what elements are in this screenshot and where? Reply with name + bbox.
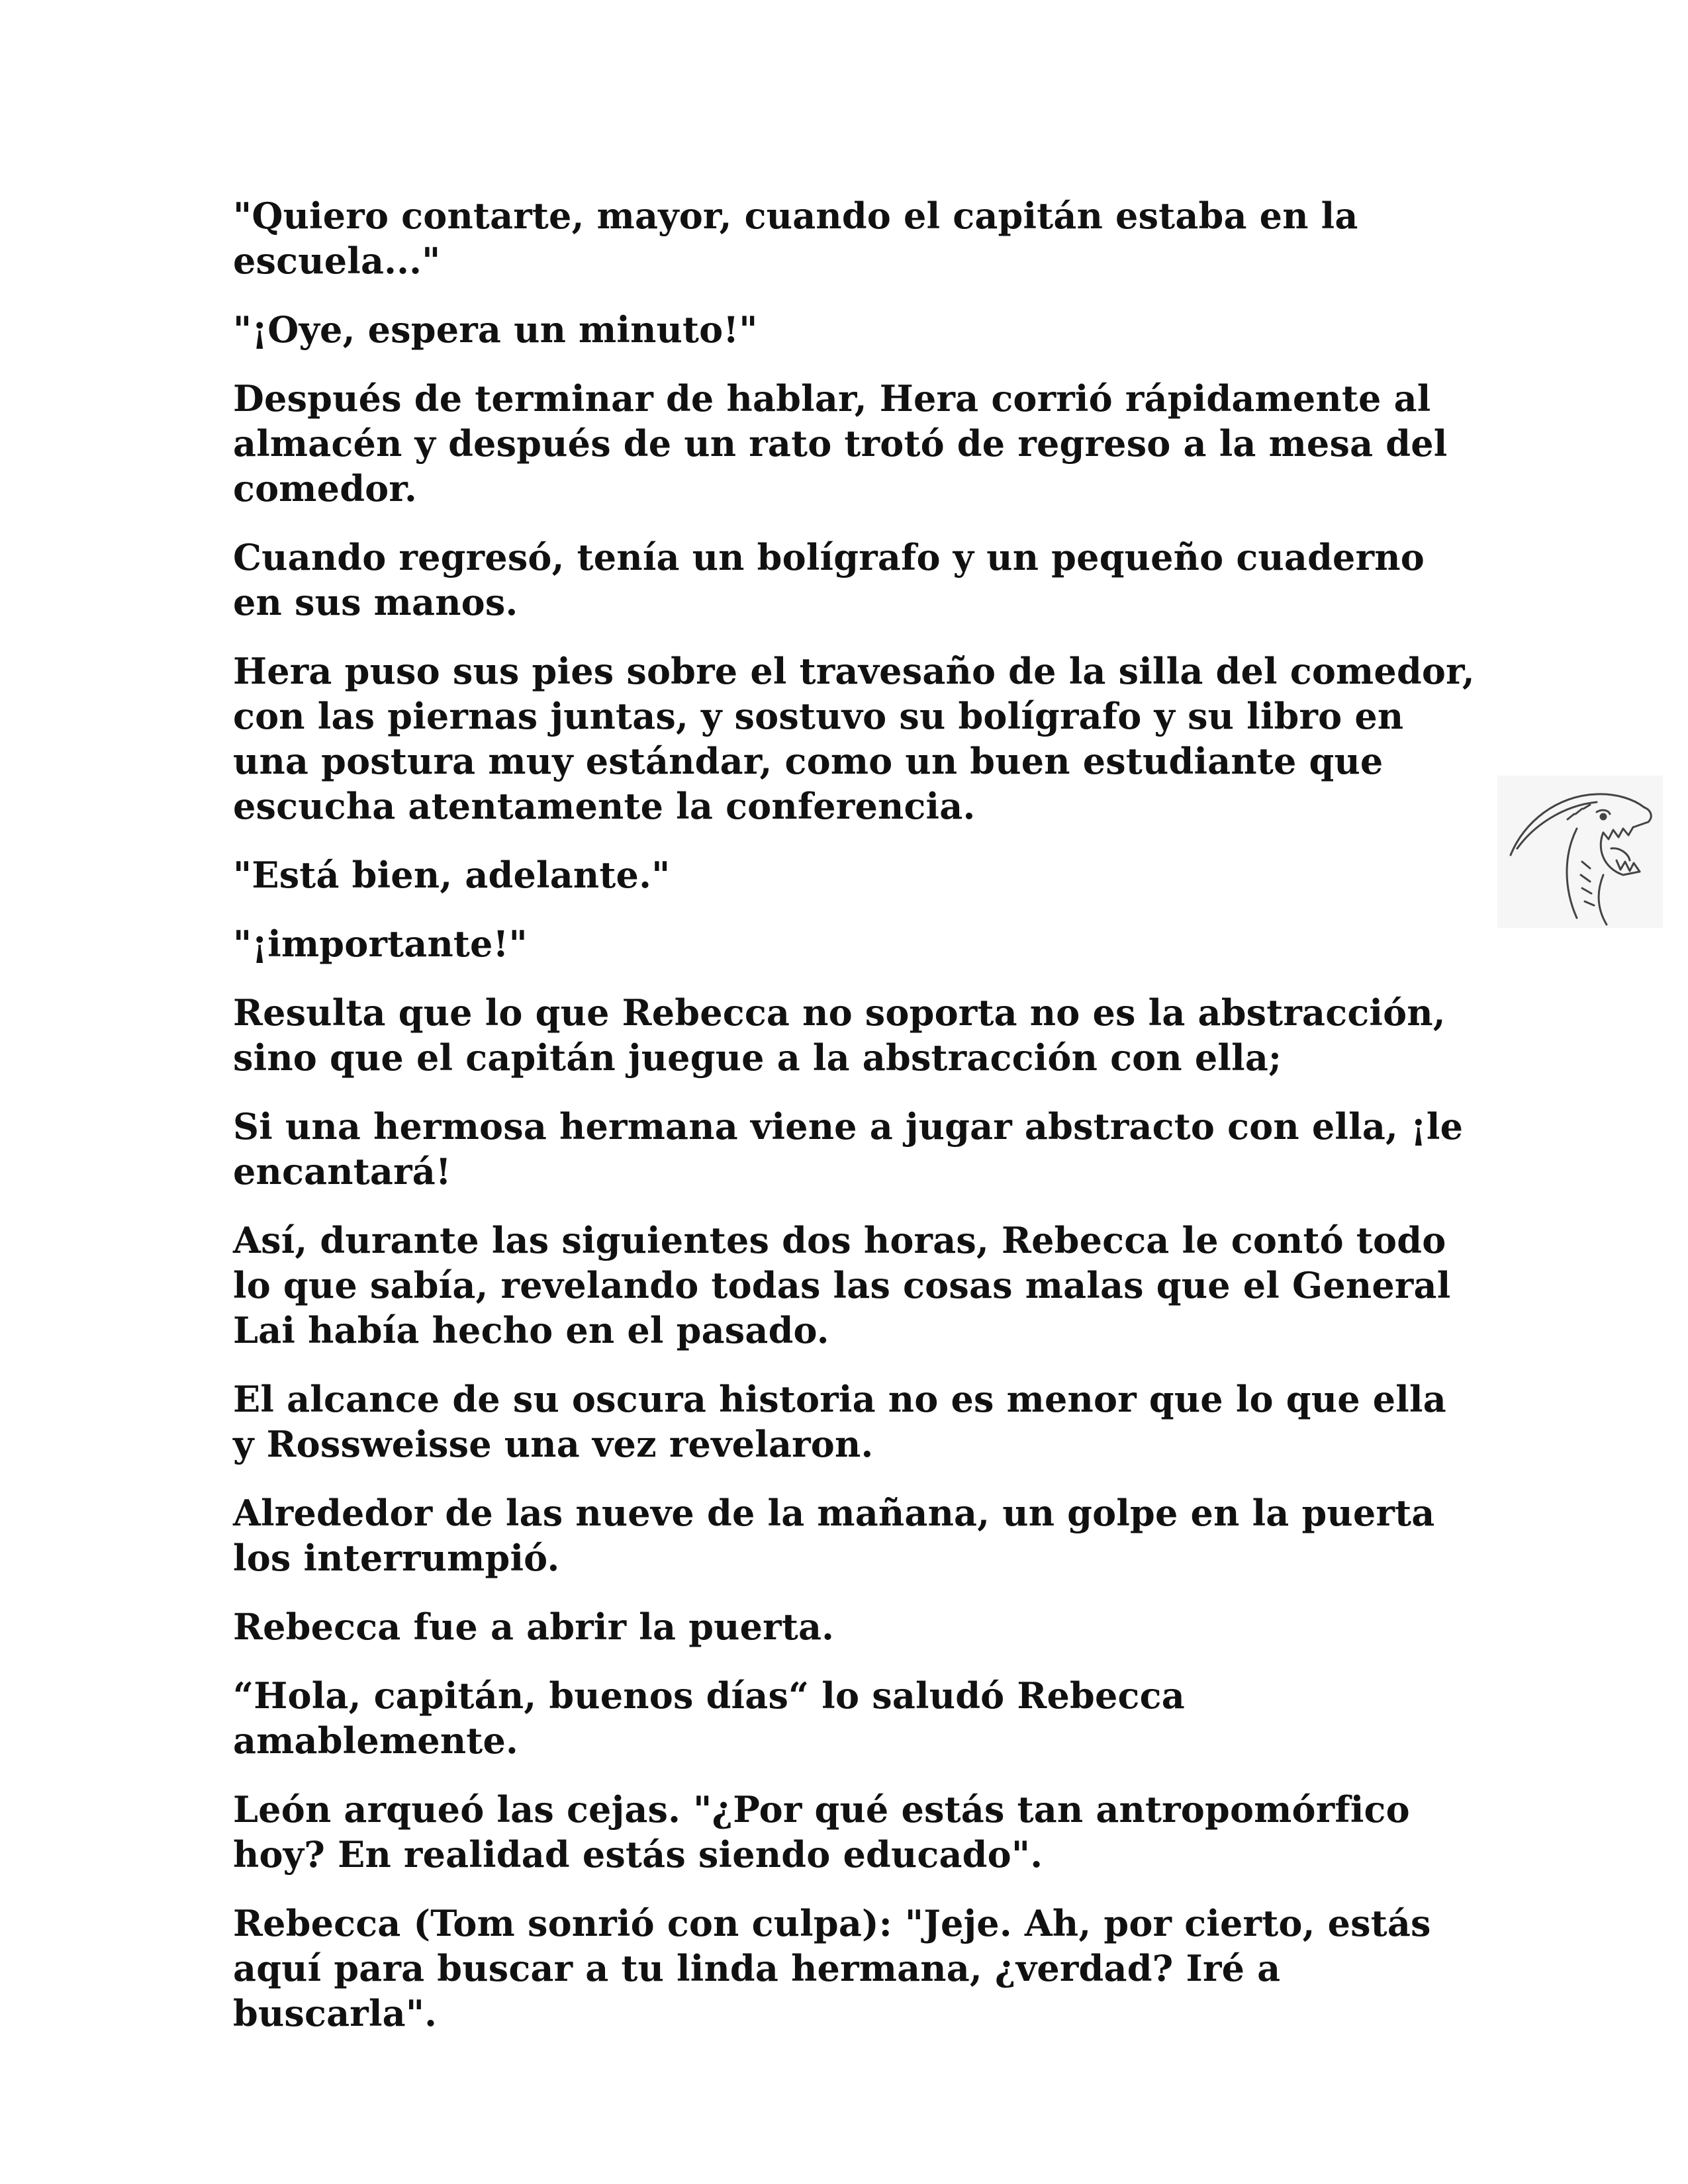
paragraph-13: Rebecca fue a abrir la puerta. [233, 1606, 835, 1648]
paragraph-9: Si una hermosa hermana viene a jugar abstracto con ella, ¡le encantará! [233, 1105, 1464, 1193]
paragraph-12: Alrededor de las nueve de la mañana, un golpe en la puerta los interrumpió. [233, 1492, 1435, 1579]
paragraph-1: "Quiero contarte, mayor, cuando el capitán estaba en la escuela..." [233, 195, 1358, 282]
paragraph-15: León arqueó las cejas. "¿Por qué estás tan antropomórfico hoy? En realidad estás siendo educado". [233, 1788, 1410, 1876]
paragraph-2: "¡Oye, espera un minuto!" [233, 308, 758, 351]
paragraph-11: El alcance de su oscura historia no es menor que lo que ella y Rossweisse una vez revelaron. [233, 1378, 1446, 1465]
paragraph-14: “Hola, capitán, buenos días“ lo saludó Rebecca amablemente. [233, 1674, 1185, 1762]
paragraph-4: Cuando regresó, tenía un bolígrafo y un pequeño cuaderno en sus manos. [233, 536, 1425, 623]
dinosaur-head-icon [1497, 776, 1663, 928]
paragraph-8: Resulta que lo que Rebecca no soporta no es la abstracción, sino que el capitán juegue a la abstracción con ella; [233, 991, 1446, 1079]
paragraph-3: Después de terminar de hablar, Hera corrió rápidamente al almacén y después de un rato trotó de regreso a la mesa del comedor. [233, 377, 1448, 510]
paragraph-10: Así, durante las siguientes dos horas, Rebecca le contó todo lo que sabía, revelando todas las cosas malas que el General Lai había hecho en el pasado. [233, 1219, 1451, 1351]
paragraph-5: Hera puso sus pies sobre el travesaño de la silla del comedor, con las piernas juntas, y sostuvo su bolígrafo y su libro en una postura muy estándar, como un buen estudiante que escucha atentamente la conferencia. [233, 650, 1475, 827]
paragraph-7: "¡importante!" [233, 923, 528, 965]
paragraph-6: "Está bien, adelante." [233, 854, 671, 896]
paragraph-16: Rebecca (Tom sonrió con culpa): "Jeje. Ah, por cierto, estás aquí para buscar a tu linda hermana, ¿verdad? Iré a buscarla". [233, 1902, 1431, 2034]
story-text [233, 193, 1477, 2060]
